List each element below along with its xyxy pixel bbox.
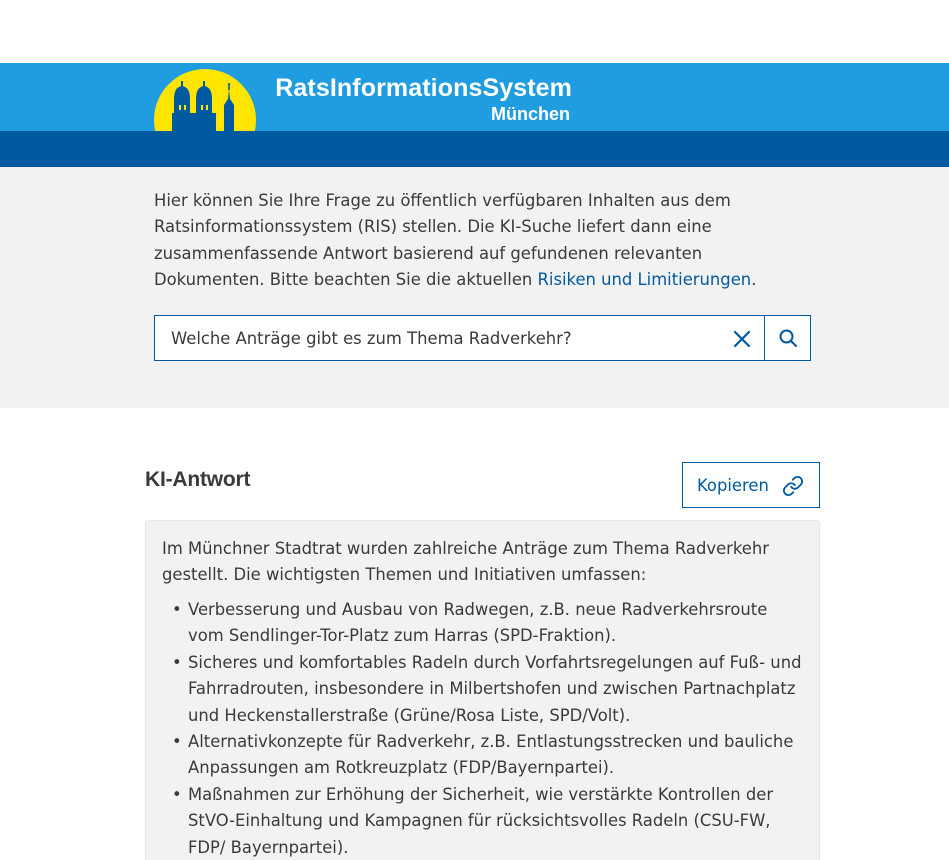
brand-subtitle: München <box>491 104 570 124</box>
answer-list <box>162 597 808 860</box>
link-icon <box>782 475 804 497</box>
intro-text <box>154 188 774 294</box>
intro-body: Hier können Sie Ihre Frage zu öffentlich verfügbaren Inhalten aus dem Ratsinformationssystem (RIS) stellen. Die KI-Suche liefert dann eine zusammenfassende Antwort basierend auf gefundenen relevanten Dokumenten. Bitte beachten Sie die aktuellen <box>154 191 731 290</box>
close-icon <box>729 326 755 352</box>
answer-card <box>145 520 820 860</box>
clear-button[interactable] <box>729 326 755 352</box>
munich-logo-icon[interactable] <box>154 69 256 131</box>
brand[interactable] <box>272 72 572 126</box>
search-bar <box>154 315 811 361</box>
answer-intro: Im Münchner Stadtrat wurden zahlreiche Anträge zum Thema Radverkehr gestellt. Die wichtigsten Themen und Initiativen umfassen: <box>162 539 770 585</box>
brand-title: RatsInformationsSystem <box>275 74 572 102</box>
search-icon <box>778 328 798 348</box>
answer-title: KI-Antwort <box>145 468 251 491</box>
header-nav-bar <box>0 131 949 167</box>
risks-link[interactable]: Risiken und Limitierungen <box>537 270 752 290</box>
copy-button[interactable] <box>682 462 820 508</box>
list-item: • Verbesserung und Ausbau von Radwegen, z.B. neue Radverkehrsroute vom Sendlinger-Tor-Platz zum Harras (SPD-Fraktion). <box>162 597 808 650</box>
intro-suffix: . <box>751 270 757 290</box>
search-submit-button[interactable] <box>764 315 811 361</box>
list-item: • Alternativkonzepte für Radverkehr, z.B. Entlastungsstrecken und bauliche Anpassungen am Rotkreuzplatz (FDP/Bayernpartei). <box>162 729 808 782</box>
list-item: • Maßnahmen zur Erhöhung der Sicherheit, wie verstärkte Kontrollen der StVO-Einhaltung und Kampagnen für rücksichtsvolles Radeln (CSU-FW, FDP/ Bayernpartei). <box>162 782 808 860</box>
search-input[interactable] <box>155 316 715 360</box>
copy-button-label: Kopieren <box>697 476 769 495</box>
list-item: • Sicheres und komfortables Radeln durch Vorfahrtsregelungen auf Fuß- und Fahrradrouten, insbesondere in Milbertshofen und zwischen Partnachplatz und Heckenstallerstraße (Grüne/Rosa Liste, SPD/Volt). <box>162 650 808 729</box>
